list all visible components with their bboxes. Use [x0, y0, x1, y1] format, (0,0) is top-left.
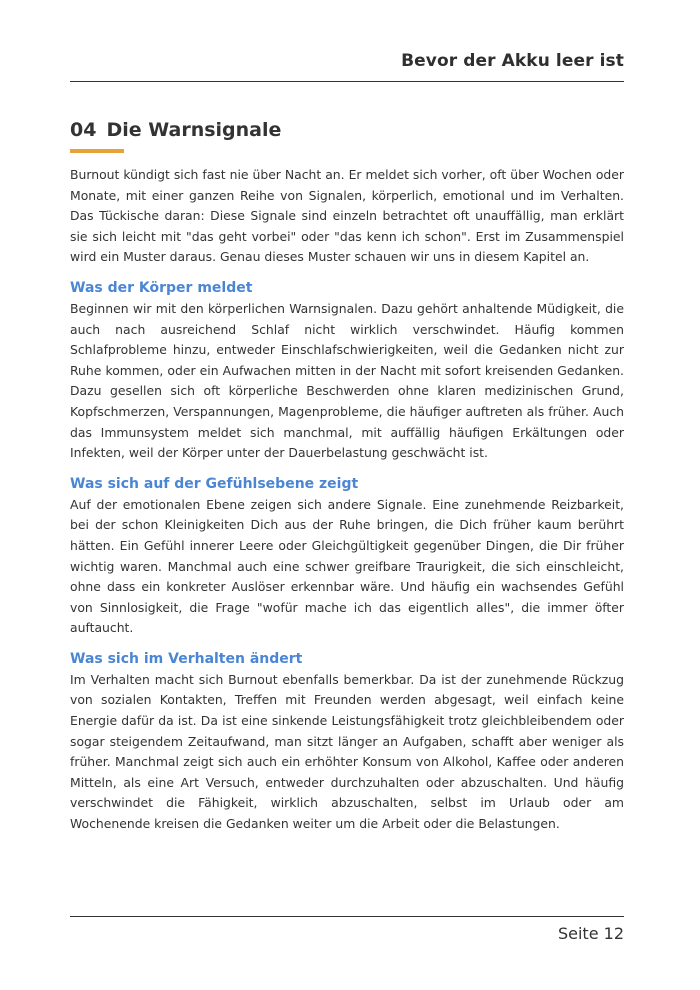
chapter-heading: [70, 119, 281, 141]
chapter-content: [70, 165, 624, 835]
running-header-title: Bevor der Akku leer ist: [401, 51, 624, 71]
header-divider: [70, 81, 624, 82]
footer-divider: [70, 916, 624, 917]
section-heading-verhalten: Was sich im Verhalten ändert: [70, 650, 303, 667]
page-number: Seite 12: [557, 924, 624, 943]
chapter-number: 04: [70, 119, 97, 141]
section-paragraph-verhalten: Im Verhalten macht sich Burnout ebenfalls bemerkbar. Da ist der zunehmende Rückzug von sozialen Kontakten, Treffen mit Freunden werden abgesagt, weil einfach keine Energie dafür da ist. Da ist eine sinkende Leistungsfähigkeit trotz gleichbleibendem oder sogar steigendem Zeitaufwand, man sitzt länger an Aufgaben, schafft aber weniger als früher. Manchmal zeigt sich auch ein erhöhter Konsum von Alkohol, Kaffee oder anderen Mitteln, als eine Art Versuch, entweder durchzuhalten oder abzuschalten. Und häufig verschwindet die Fähigkeit, wirklich abzuschalten, selbst im Urlaub oder am Wochenende kreisen die Gedanken weiter um die Arbeit oder die Belastungen.: [70, 671, 624, 832]
section-paragraph-koerper: Beginnen wir mit den körperlichen Warnsignalen. Dazu gehört anhaltende Müdigkeit, die auch nach ausreichend Schlaf nicht wirklich verschwindet. Häufig kommen Schlafprobleme hinzu, entweder Einschlafschwierigkeiten, weil die Gedanken nicht zur Ruhe kommen, oder ein Aufwachen mitten in der Nacht mit sofort kreisenden Gedanken. Dazu gesellen sich oft körperliche Beschwerden ohne klaren medizinischen Grund, Kopfschmerzen, Verspannungen, Magenprobleme, die häufiger auftreten als früher. Auch das Immunsystem meldet sich manchmal, mit auffällig häufigen Erkältungen oder Infekten, weil der Körper unter der Dauerbelastung geschwächt ist.: [70, 300, 624, 461]
chapter-accent-bar: [70, 149, 124, 153]
intro-paragraph: Burnout kündigt sich fast nie über Nacht an. Er meldet sich vorher, oft über Wochen oder Monate, mit einer ganzen Reihe von Signalen, körperlich, emotional und im Verhalten. Das Tückische daran: Diese Signale sind einzeln betrachtet oft unauffällig, man erklärt sie sich leicht mit "das geht vorbei" oder "das kenn ich schon". Erst im Zusammenspiel wird ein Muster daraus. Genau dieses Muster schauen wir uns in diesem Kapitel an.: [70, 167, 624, 265]
chapter-title: Die Warnsignale: [106, 119, 282, 141]
section-paragraph-gefuehlsebene: Auf der emotionalen Ebene zeigen sich andere Signale. Eine zunehmende Reizbarkeit, bei der schon Kleinigkeiten Dich aus der Ruhe bringen, die Dich früher kaum berührt hätten. Ein Gefühl innerer Leere oder Gleichgültigkeit gegenüber Dingen, die Dir früher wichtig waren. Manchmal auch eine schwer greifbare Traurigkeit, die sich einschleicht, ohne dass ein konkreter Auslöser erkennbar wäre. Und häufig ein wachsendes Gefühl von Sinnlosigkeit, die Frage "wofür mache ich das eigentlich alles", die immer öfter auftaucht.: [70, 496, 624, 636]
section-heading-gefuehlsebene: Was sich auf der Gefühlsebene zeigt: [70, 475, 359, 492]
section-heading-koerper: Was der Körper meldet: [70, 279, 253, 296]
